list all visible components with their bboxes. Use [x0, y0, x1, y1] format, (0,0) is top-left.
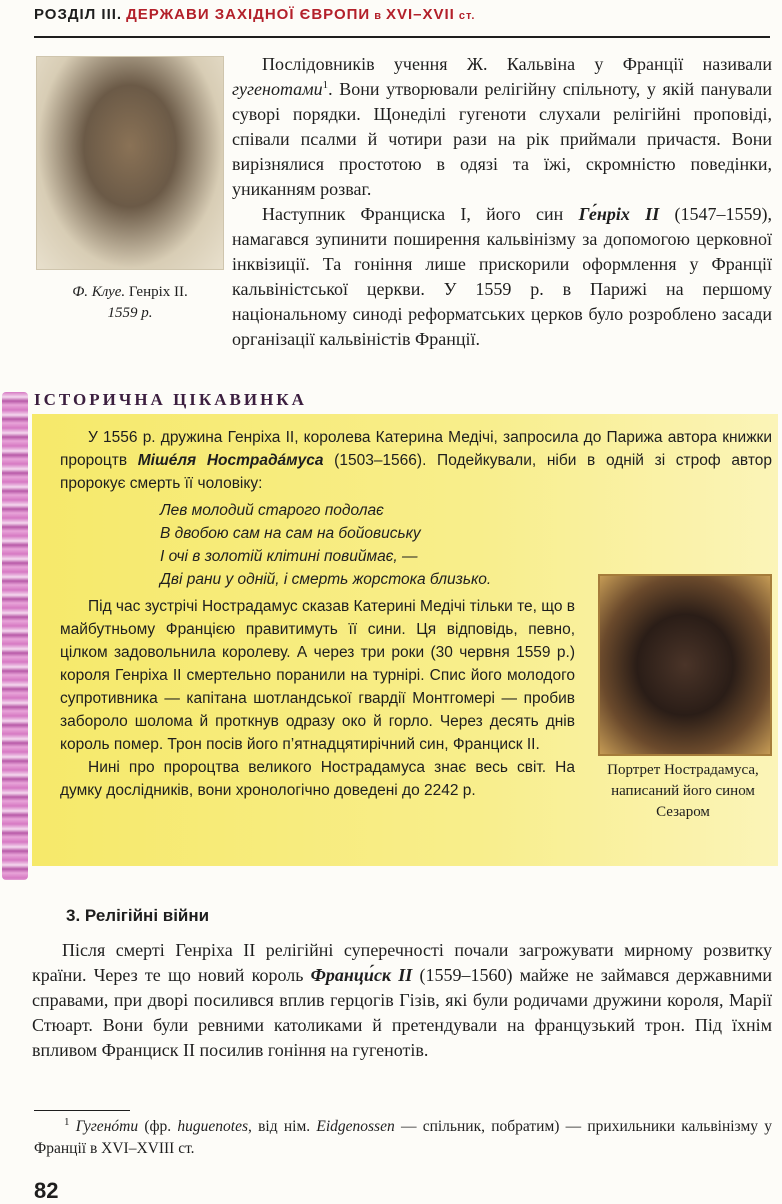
paragraph [232, 202, 772, 352]
henry-ii-portrait [36, 56, 224, 270]
footnote-number: 1 [64, 1115, 70, 1128]
text-french: huguenotes [177, 1118, 248, 1135]
section3-text [32, 938, 772, 1063]
text: Наступник Франциска І, його син [262, 204, 564, 224]
section-heading: 3. Релігійні війни [66, 906, 210, 925]
text: Після смерті Генріха II релігійні суперечності почали загрожувати мирному розвитку країни. Через те що новий король [32, 940, 772, 985]
running-header [34, 6, 770, 32]
paragraph [60, 426, 772, 495]
paragraph: Під час зустрічі Нострадамус сказав Катерині Медічі тільки те, що в майбутньому Францією правитимуть її сини. Ця відповідь, певно, цілком задовольнила королеву. А через три роки (30 червня 1559 р.) короля Генріха II смертельно поранили на турнірі. Спис його молодого супротивника — капітана шотландської гвардії Монтгомері — пробив заборолo шолома й проткнув одразу око й горло. Через десять днів король помер. Трон посів його п’ятнадцятирічний син, Франциск II. [60, 598, 575, 753]
footnote-term: Гугенóти [75, 1118, 139, 1135]
paragraph: Нині про пророцтва великого Нострадамуса знає весь світ. На думку дослідників, вони хронологічно доведені до 2242 р. [60, 759, 575, 799]
section-label: РОЗДІЛ III. [34, 6, 123, 23]
intro-text [232, 52, 772, 352]
paragraph [232, 52, 772, 202]
section-period-suffix: ст. [458, 10, 476, 22]
paragraph [32, 938, 772, 1063]
text: (1503–1566). Подейкували, ніби в одній зі строф автор пророкує смерть її чоловіку: [60, 452, 772, 492]
name-francis-ii: Франци́ск II [310, 965, 413, 985]
name-nostradamus: Мішéля Нострадáмуса [137, 452, 324, 469]
verse-line: Дві рани у одній, і смерть жорстока близько. [160, 571, 492, 588]
fact-box-title: ІСТОРИЧНА ЦІКАВИНКА [34, 390, 307, 409]
nostradamus-portrait [598, 574, 772, 756]
caption-year: 1559 р. [107, 305, 153, 321]
caption-title: Генріх II. [128, 284, 188, 300]
portrait-caption [30, 282, 230, 324]
verse-line: Лев молодий старого подолає [160, 502, 384, 519]
nostradamus-caption: Портрет Нострадамуса, написаний його сином Сезаром [607, 762, 759, 820]
decorative-border [2, 392, 28, 880]
text: , від нім. [248, 1118, 311, 1135]
text-german: Eidgenossen [316, 1118, 395, 1135]
caption-author: Ф. Клуе. [72, 284, 126, 300]
page-number: 82 [34, 1178, 59, 1203]
text: . Вони утворювали релігійну спільноту, у якій панували суворі порядки. Щонеділі гугеноти слухали релігійні проповіді, співали псалми й чотири рази на рік приймали причастя. Вони вирізнялися простотою в одязі та їжі, скромністю поведінки, униканням розваг. [232, 79, 772, 199]
verse-line: І очі в золотій клітині повиймає, — [160, 548, 418, 565]
footnote [34, 1116, 772, 1160]
text: (1559–1560) майже не займався державними справами, при дворі посилився вплив герцогів Гізів, які були родичами дружини короля, Марії Стюарт. Вони були ревними католиками й претендували на французький трон. Під їхнім впливом Франциск II посилив гоніння на гугенотів. [32, 965, 772, 1060]
text: У 1556 р. дружина Генріха II, королева Катерина Медічі, запросила до Парижа автора книжки пророцтв [60, 429, 772, 469]
verse-line: В двобою сам на сам на бойовиську [160, 525, 421, 542]
prophecy-verse [160, 499, 575, 591]
section-title: ДЕРЖАВИ ЗАХІДНОЇ ЄВРОПИ [126, 6, 371, 23]
text: (фр. [144, 1118, 172, 1135]
header-rule [34, 36, 770, 38]
footnote-ref[interactable]: 1 [322, 79, 329, 91]
footnote-rule [34, 1110, 130, 1111]
name-henry-ii: Ге́нріх II [578, 204, 660, 224]
footnote-paragraph [34, 1116, 772, 1160]
text: Послідовників учення Ж. Кальвіна у Франції називали [262, 54, 772, 74]
text: (1547–1559), намагався зупинити поширення кальвінізму за допомогою церковної інквізиції. Та гоніння лише прискорили оформлення у Франції кальвіністської церкви. У 1559 р. в Парижі на першому національному синоді реформатських церков було розроблено засади організації кальвіністів Франції. [232, 204, 772, 349]
section-title-in: в [374, 10, 382, 22]
term-huguenots: гугенотами [232, 79, 323, 99]
text: — спільник, побратим) — прихильники кальвінізму у Франції в XVI–XVIII ст. [34, 1118, 773, 1157]
section-period: XVI–XVII [385, 6, 455, 23]
